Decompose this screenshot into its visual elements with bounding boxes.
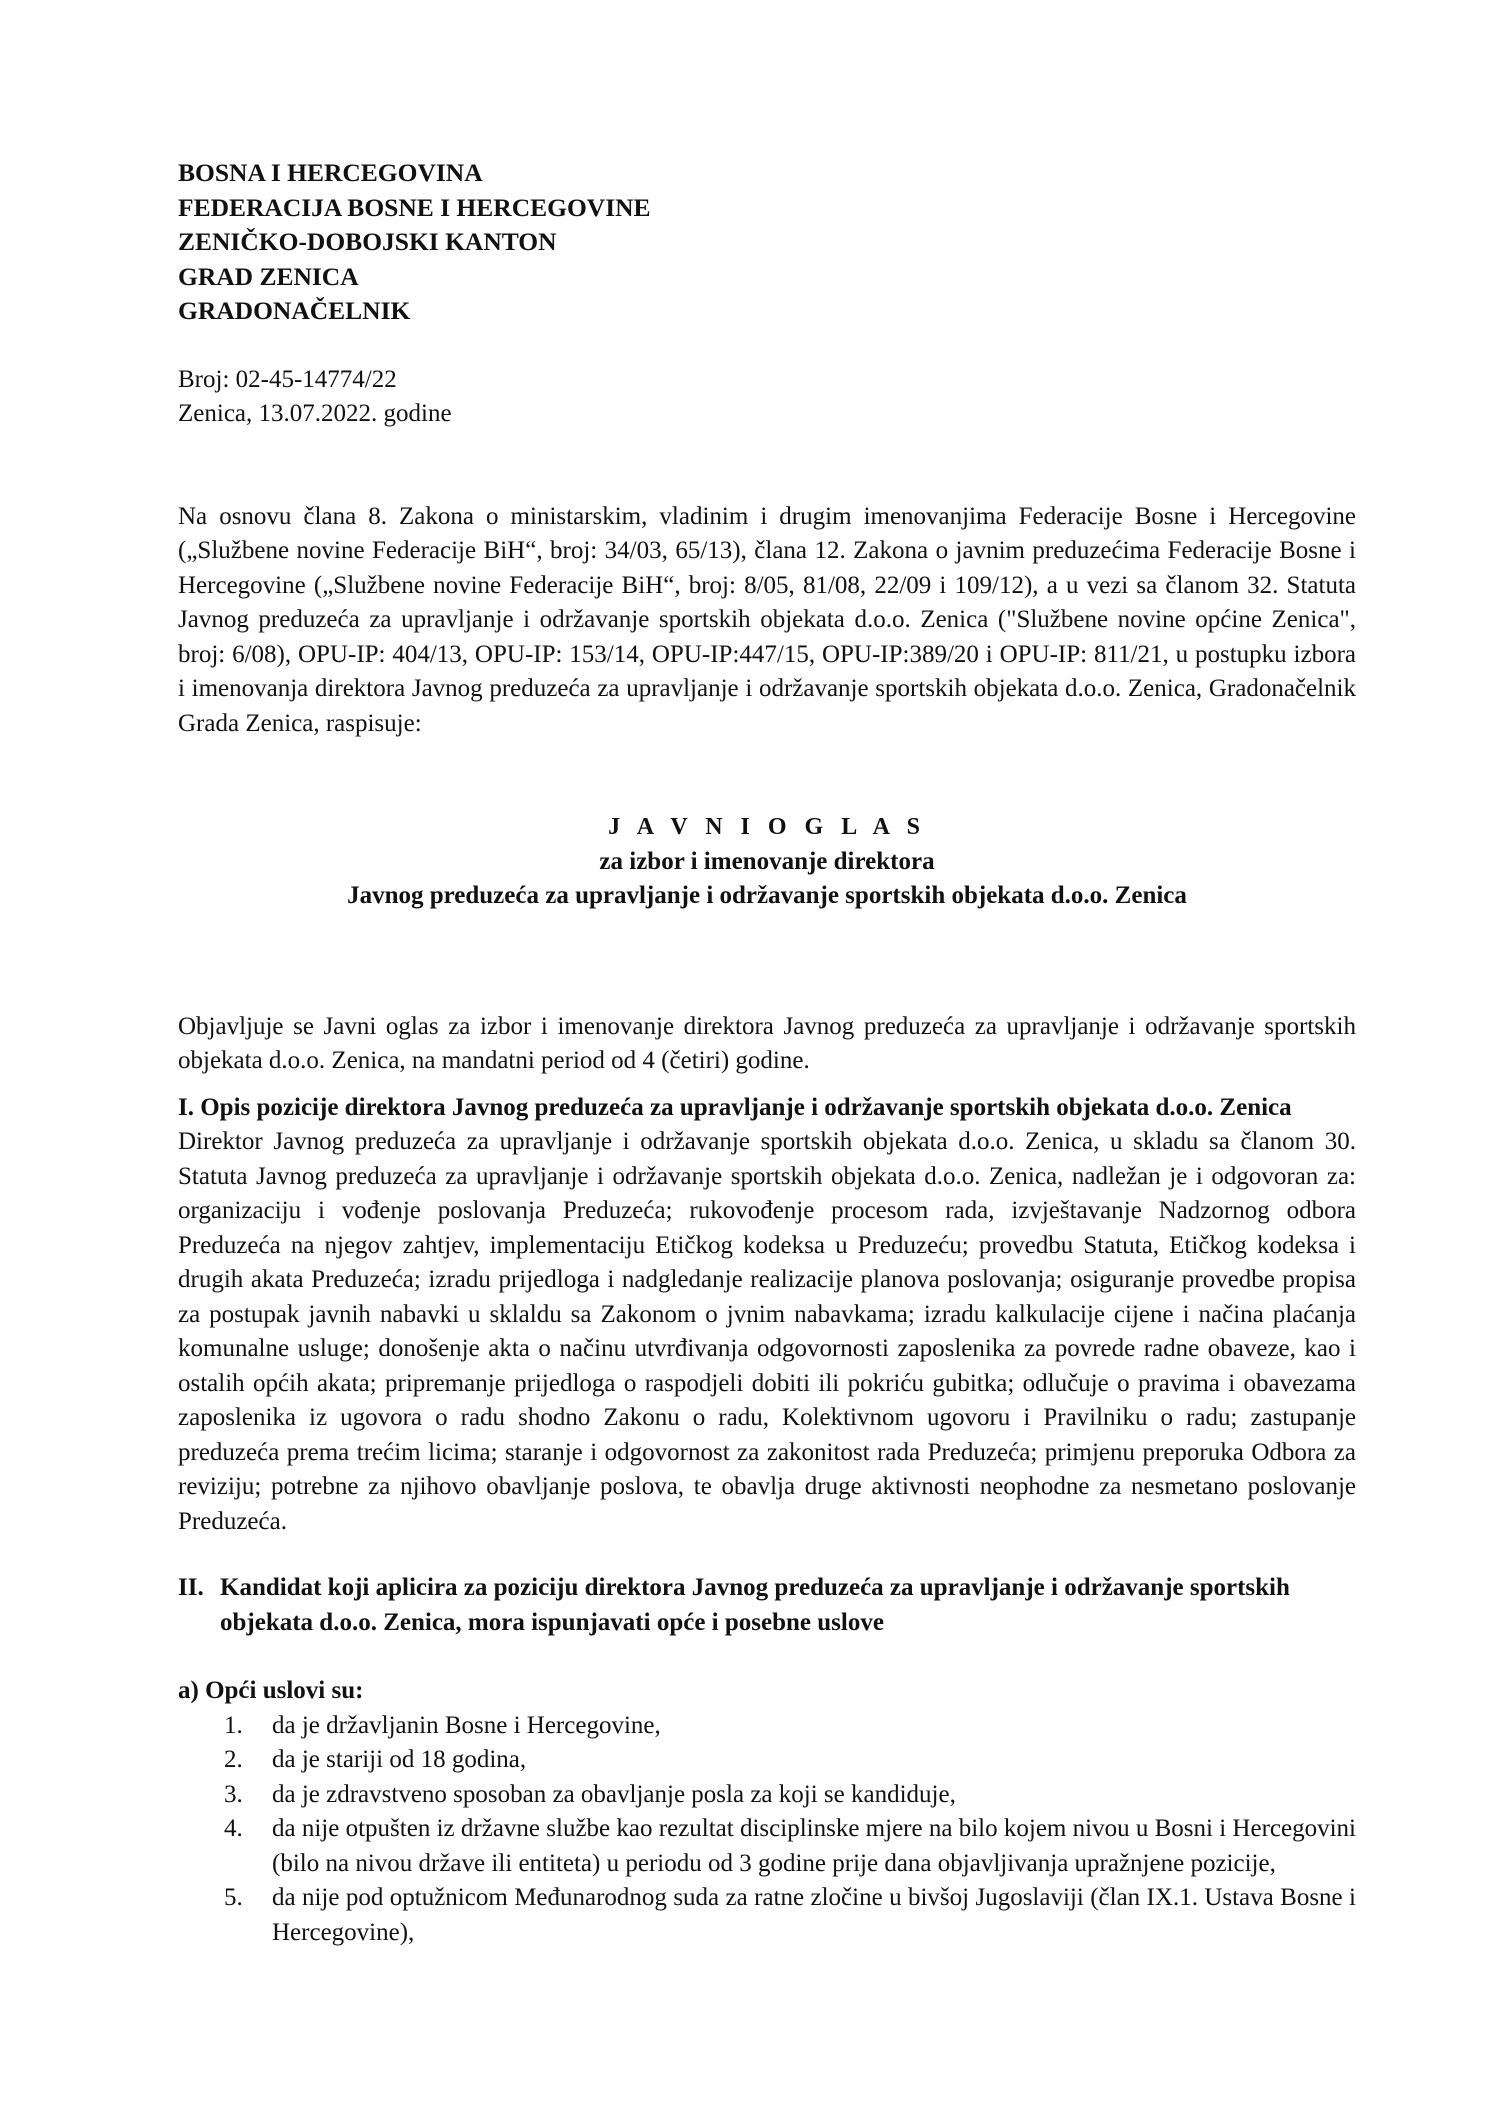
document-content (178, 156, 1356, 1950)
section-2-number: II. (178, 1574, 204, 1601)
list-item-number: 4. (224, 1815, 243, 1842)
list-item-text: da je državljanin Bosne i Hercegovine, (272, 1711, 661, 1739)
list-item-number: 5. (224, 1884, 243, 1911)
place-and-date: Zenica, 13.07.2022. godine (178, 400, 452, 427)
announcement-paragraph: Objavljuje se Javni oglas za izbor i imenovanje direktora Javnog preduzeća za upravljanje i održavanje sportskih objekata d.o.o. Zenica, na mandatni period od 4 (četiri) godine. (178, 1012, 1356, 1074)
section-2-heading (178, 1571, 1356, 1640)
title-subtitle: za izbor i imenovanje direktora (599, 847, 935, 875)
list-item (178, 1709, 1356, 1744)
title-main: J A V N I O G L A S (608, 814, 926, 840)
letterhead-city: GRAD ZENICA (178, 261, 359, 291)
section-1-heading (178, 1091, 1356, 1126)
letterhead-federation: FEDERACIJA BOSNE I HERCEGOVINE (178, 192, 651, 222)
letterhead-country: BOSNA I HERCEGOVINA (178, 158, 483, 187)
section-2-heading-text: Kandidat koji aplicira za poziciju direktora Javnog preduzeća za upravljanje i održavanje sportskih objekata d.o.o. Zenica, mora ispunjavati opće i posebne uslove (220, 1574, 1290, 1636)
list-item-text: da je stariji od 18 godina, (272, 1746, 527, 1773)
reference-block (178, 363, 1356, 432)
list-item (178, 1881, 1356, 1950)
list-item-text: da je zdravstveno sposoban za obavljanje posla za koji se kandiduje, (272, 1780, 956, 1808)
list-item-number: 3. (224, 1780, 243, 1808)
section-1-body: Direktor Javnog preduzeća za upravljanje i održavanje sportskih objekata d.o.o. Zenica, u skladu sa članom 30. Statuta Javnog preduzeća za upravljanje i održavanje sportskih objekata d.o.o. Zenica, nadležan je i odgovoran za: organizaciju i vođenje poslovanja Preduzeća; rukovođenje procesom rada, izvještavanje Nadzornog odbora Preduzeća na njegov zahtjev, implementaciju Etičkog kodeksa u Preduzeću; provedbu Statuta, Etičkog kodeksa i drugih akata Preduzeća; izradu prijedloga i nadgledanje realizacije planova poslovanja; osiguranje provedbe propisa za postupak javnih nabavki u sklaldu sa Zakonom o jvnim nabavkama; izradu kalkulacije cijene i načina plaćanja komunalne usluge; donošenje akta o načinu utvrđivanja odgovornosti zaposlenika za povrede radne obaveze, kao i ostalih općih akata; pripremanje prijedloga o raspodjeli dobiti ili pokriću gubitka; odlučuje o pravima i obavezama zaposlenika iz ugovora o radu shodno Zakonu o radu, Kolektivnom ugovoru i Pravilniku o radu; zastupanje preduzeća prema trećim licima; staranje i odgovornost za zakonitost rada Preduzeća; primjenu preporuka Odbora za reviziju; potrebne za njihovo obavljanje poslova, te obavlja druge aktivnosti neophodne za nesmetano poslovanje Preduzeća. (178, 1128, 1356, 1535)
document-title (178, 810, 1356, 914)
list-item-number: 1. (224, 1711, 243, 1739)
letterhead (178, 156, 1356, 329)
general-conditions-list (178, 1709, 1356, 1951)
list-item-text: da nije otpušten iz državne službe kao rezultat disciplinske mjere na bilo kojem nivou u Bosni i Hercegovini (bilo na nivou države ili entiteta) u periodu od 3 godine prije dana objavljivanja upražnjene pozicije, (272, 1815, 1356, 1877)
legal-basis-paragraph: Na osnovu člana 8. Zakona o ministarskim, vladinim i drugim imenovanjima Federacije Bosne i Hercegovine („Službene novine Federacije BiH“, broj: 34/03, 65/13), člana 12. Zakona o javnim preduzećima Federacije Bosne i Hercegovine („Službene novine Federacije BiH“, broj: 8/05, 81/08, 22/09 i 109/12), a u vezi sa članom 32. Statuta Javnog preduzeća za upravljanje i održavanje sportskih objekata d.o.o. Zenica ("Službene novine općine Zenica", broj: 6/08), OPU-IP: 404/13, OPU-IP: 153/14, OPU-IP:447/15, OPU-IP:389/20 i OPU-IP: 811/21, u postupku izbora i imenovanja direktora Javnog preduzeća za upravljanje i održavanje sportskih objekata d.o.o. Zenica, Gradonačelnik Grada Zenica, raspisuje: (178, 502, 1356, 737)
list-item (178, 1812, 1356, 1881)
list-item (178, 1743, 1356, 1778)
general-conditions-heading: a) Opći uslovi su: (178, 1677, 364, 1704)
list-item-text: da nije pod optužnicom Međunarodnog suda za ratne zločine u bivšoj Jugoslaviji (član IX.1. Ustava Bosne i Hercegovine), (272, 1884, 1356, 1946)
section-1-heading-text: I. Opis pozicije direktora Javnog preduzeća za upravljanje i održavanje sportskih objekata d.o.o. Zenica (178, 1093, 1292, 1121)
list-item-number: 2. (224, 1746, 243, 1773)
title-company: Javnog preduzeća za upravljanje i održavanje sportskih objekata d.o.o. Zenica (347, 882, 1187, 909)
letterhead-canton: ZENIČKO-DOBOJSKI KANTON (178, 227, 557, 256)
reference-number: Broj: 02-45-14774/22 (178, 365, 397, 393)
list-item (178, 1778, 1356, 1813)
letterhead-office: GRADONAČELNIK (178, 296, 411, 325)
